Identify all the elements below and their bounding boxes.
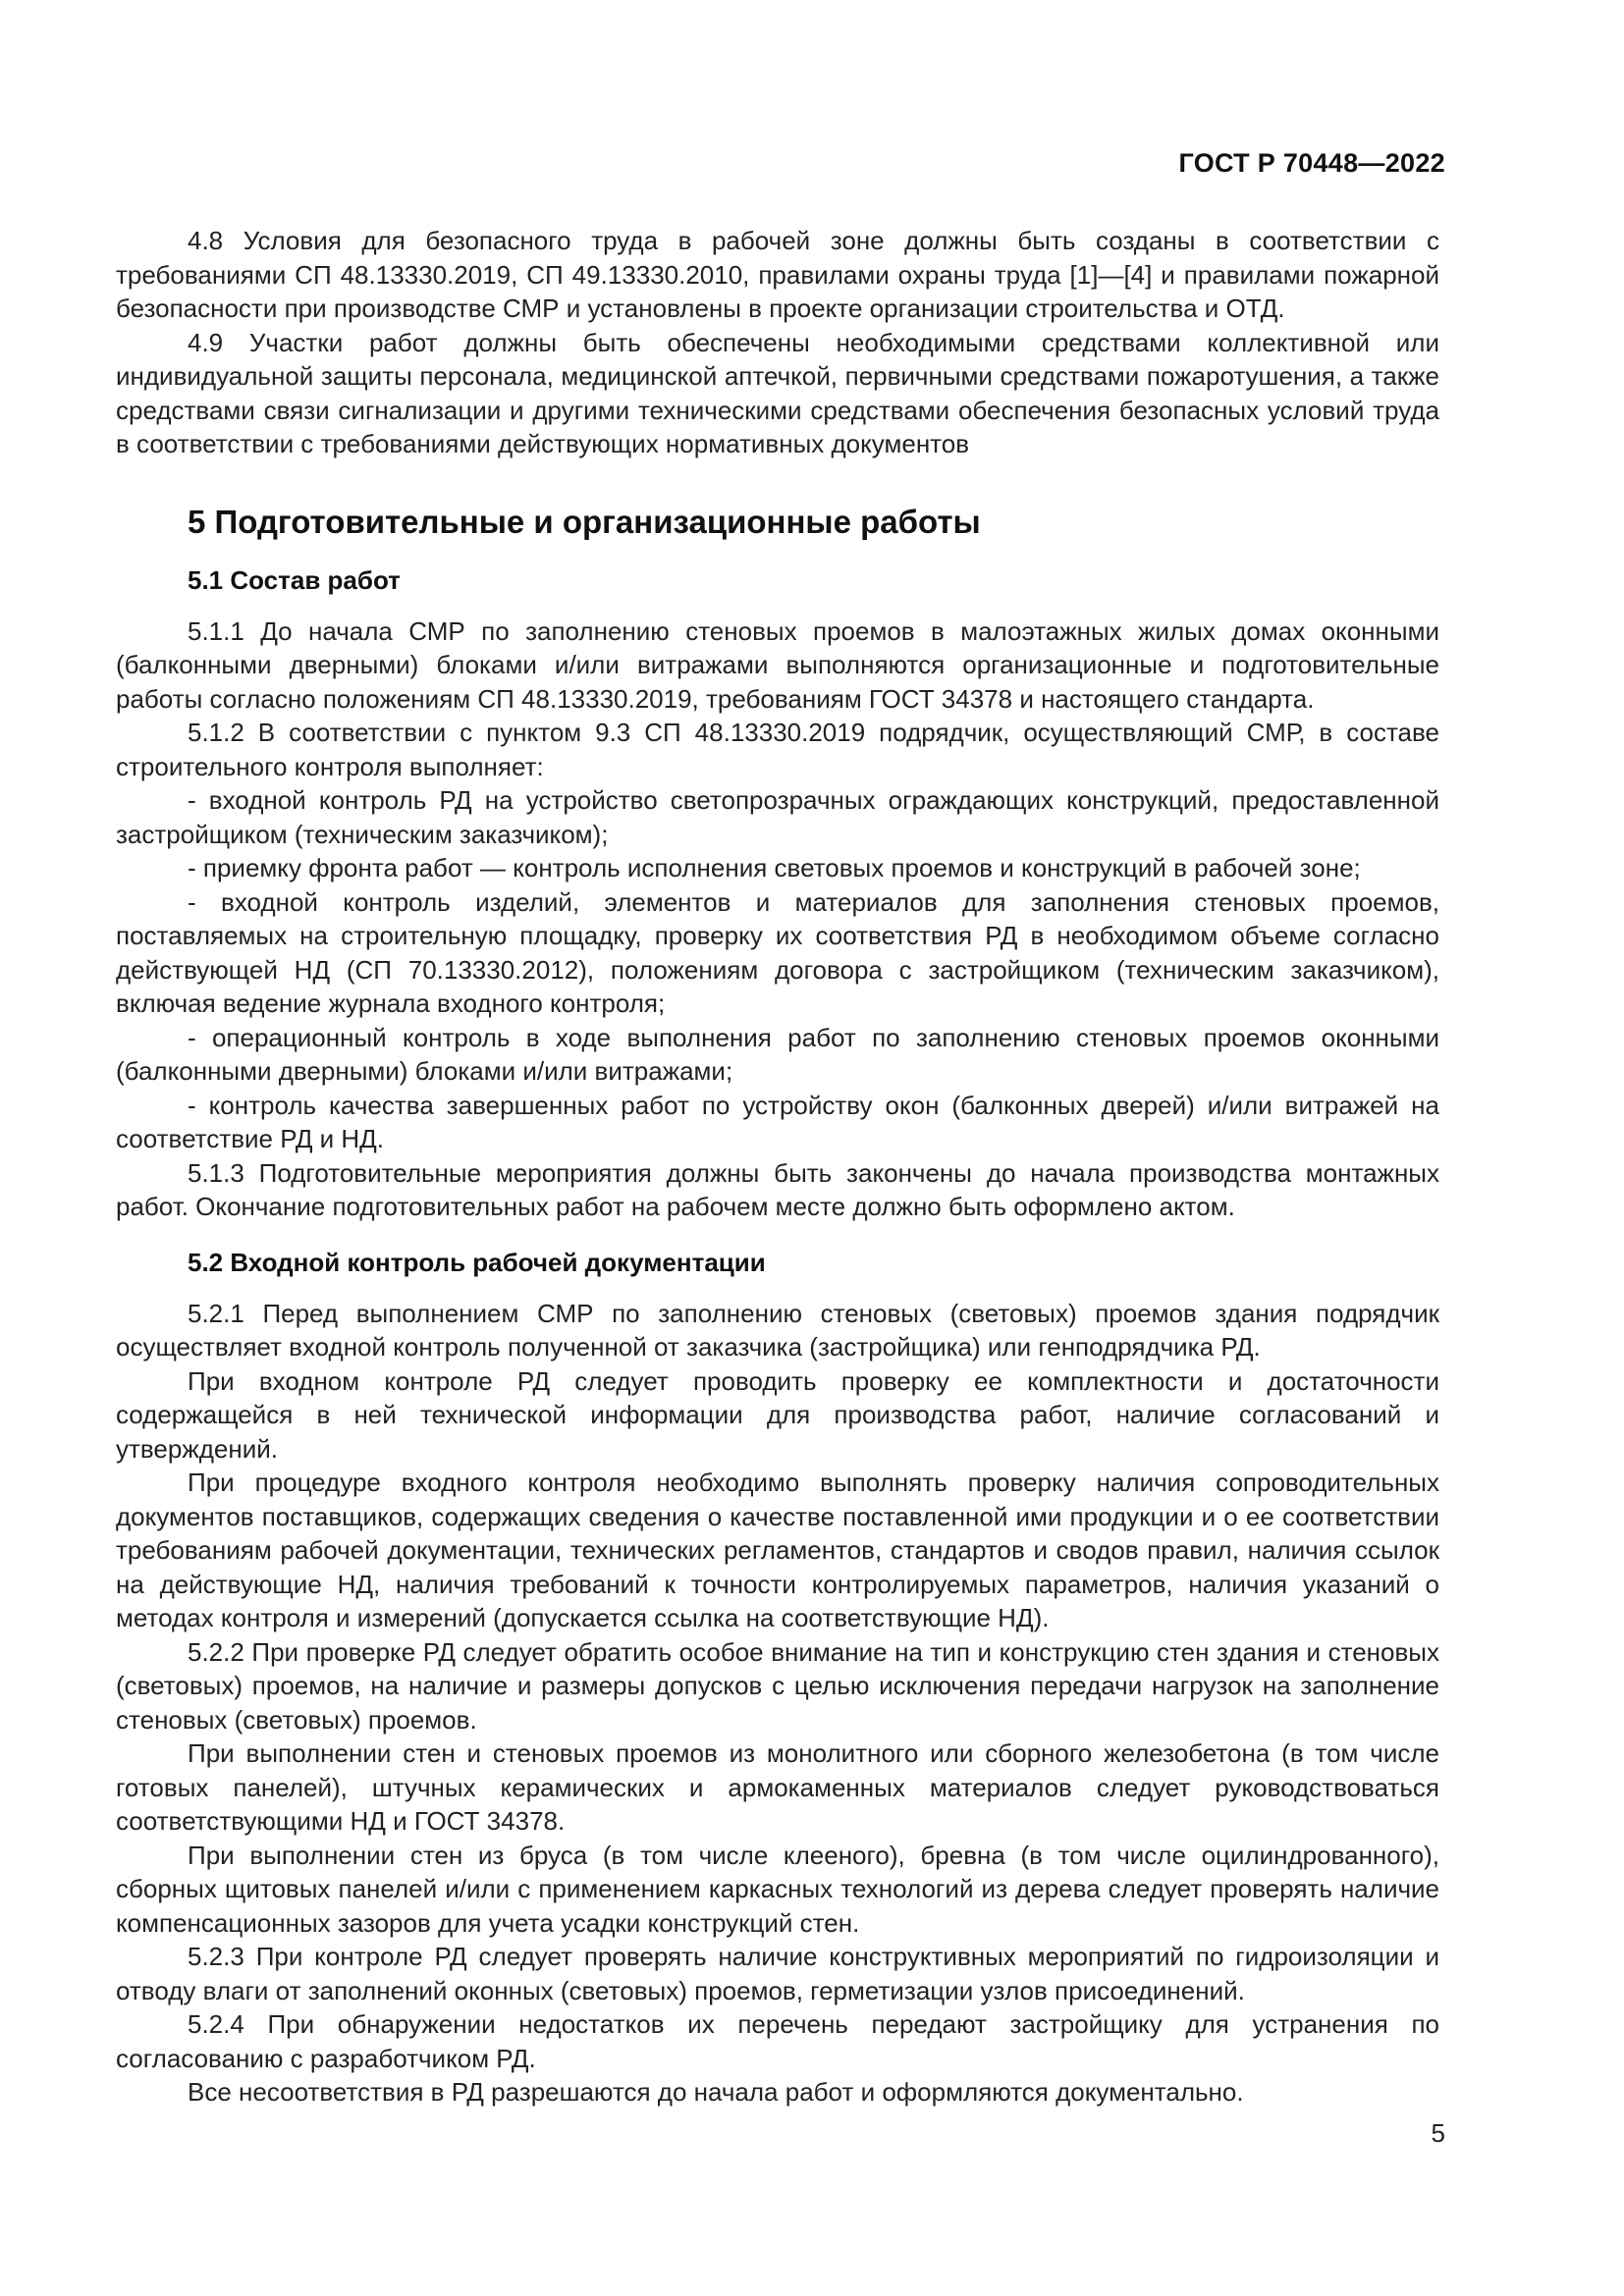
subsection-5-2-heading: 5.2 Входной контроль рабочей документации [188, 1247, 766, 1277]
section-5-heading: 5 Подготовительные и организационные работы [188, 503, 981, 540]
paragraph-5-1-1: 5.1.1 До начала СМР по заполнению стеновых проемов в малоэтажных жилых домах оконными (балконными дверными) блоками и/или витражами выполняются организационные и подготовительные работы согласно положениям СП 48.13330.2019, требованиям ГОСТ 34378 и настоящего стандарта. [116, 615, 1439, 714]
document-body [116, 224, 1439, 2109]
list-item: - контроль качества завершенных работ по устройству окон (балконных дверей) и/или витражей на соответствие РД и НД. [116, 1090, 1439, 1153]
subsection-5-1-heading: 5.1 Состав работ [188, 564, 401, 595]
paragraph: При выполнении стен из бруса (в том числе клееного), бревна (в том числе оцилиндрованного), сборных щитовых панелей и/или с применением каркасных технологий из дерева следует проверять наличие компенсационных зазоров для учета усадки конструкций стен. [116, 1840, 1439, 1938]
paragraph-5-2-4: 5.2.4 При обнаружении недостатков их перечень передают застройщику для устранения по согласованию с разработчиком РД. [116, 2009, 1439, 2073]
paragraph-5-2-3: 5.2.3 При контроле РД следует проверять наличие конструктивных мероприятий по гидроизоляции и отводу влаги от заполнений оконных (световых) проемов, герметизации узлов присоединений. [116, 1942, 1439, 2005]
list-item: - операционный контроль в ходе выполнения работ по заполнению стеновых проемов оконными (балконными дверными) блоками и/или витражами; [116, 1022, 1439, 1086]
paragraph-4-9: 4.9 Участки работ должны быть обеспечены необходимыми средствами коллективной или индивидуальной защиты персонала, медицинской аптечкой, первичными средствами пожаротушения, а также средствами связи сигнализации и другими техническими средствами обеспечения безопасных условий труда в соответствии с требованиями действующих нормативных документов [116, 327, 1439, 458]
paragraph: При процедуре входного контроля необходимо выполнять проверку наличия сопроводительных документов поставщиков, содержащих сведения о качестве поставленной ими продукции и о ее соответствии требованиям рабочей документации, технических регламентов, стандартов и сводов правил, наличия ссылок на действующие НД, наличия требований к точности контролируемых параметров, наличия указаний о методах контроля и измерений (допускается ссылка на соответствующие НД). [116, 1468, 1439, 1632]
page-number: 5 [1431, 2118, 1445, 2148]
paragraph-5-1-2: 5.1.2 В соответствии с пунктом 9.3 СП 48.13330.2019 подрядчик, осуществляющий СМР, в составе строительного контроля выполняет: [116, 718, 1439, 781]
list-item: - входной контроль РД на устройство светопрозрачных ограждающих конструкций, предоставленной застройщиком (техническим заказчиком); [116, 785, 1439, 849]
paragraph: Все несоответствия в РД разрешаются до начала работ и оформляются документально. [188, 2077, 1244, 2107]
paragraph-5-2-1: 5.2.1 Перед выполнением СМР по заполнению стеновых (световых) проемов здания подрядчик осуществляет входной контроль полученной от заказчика (застройщика) или генподрядчика РД. [116, 1298, 1439, 1362]
list-item: - приемку фронта работ — контроль исполнения световых проемов и конструкций в рабочей зоне; [188, 853, 1361, 882]
paragraph: При выполнении стен и стеновых проемов из монолитного или сборного железобетона (в том числе готовых панелей), штучных керамических и армокаменных материалов следует руководствоваться соответствующими НД и ГОСТ 34378. [116, 1738, 1439, 1836]
document-standard-code: ГОСТ Р 70448—2022 [1178, 148, 1445, 178]
paragraph: При входном контроле РД следует проводить проверку ее комплектности и достаточности содержащейся в ней технической информации для производства работ, наличие согласований и утверждений. [116, 1365, 1439, 1464]
paragraph-4-8: 4.8 Условия для безопасного труда в рабочей зоне должны быть созданы в соответствии с требованиями СП 48.13330.2019, СП 49.13330.2010, правилами охраны труда [1]—[4] и правилами пожарной безопасности при производстве СМР и установлены в проекте организации строительства и ОТД. [116, 226, 1439, 323]
list-item: - входной контроль изделий, элементов и материалов для заполнения стеновых проемов, поставляемых на строительную площадку, проверку их соответствия РД в необходимом объеме согласно действующей НД (СП 70.13330.2012), положениям договора с застройщиком (техническим заказчиком), включая ведение журнала входного контроля; [116, 886, 1439, 1018]
paragraph-5-2-2: 5.2.2 При проверке РД следует обратить особое внимание на тип и конструкцию стен здания и стеновых (световых) проемов, на наличие и размеры допусков с целью исключения передачи нагрузок на заполнение стеновых (световых) проемов. [116, 1636, 1439, 1735]
paragraph-5-1-3: 5.1.3 Подготовительные мероприятия должны быть закончены до начала производства монтажных работ. Окончание подготовительных работ на рабочем месте должно быть оформлено актом. [116, 1157, 1439, 1221]
